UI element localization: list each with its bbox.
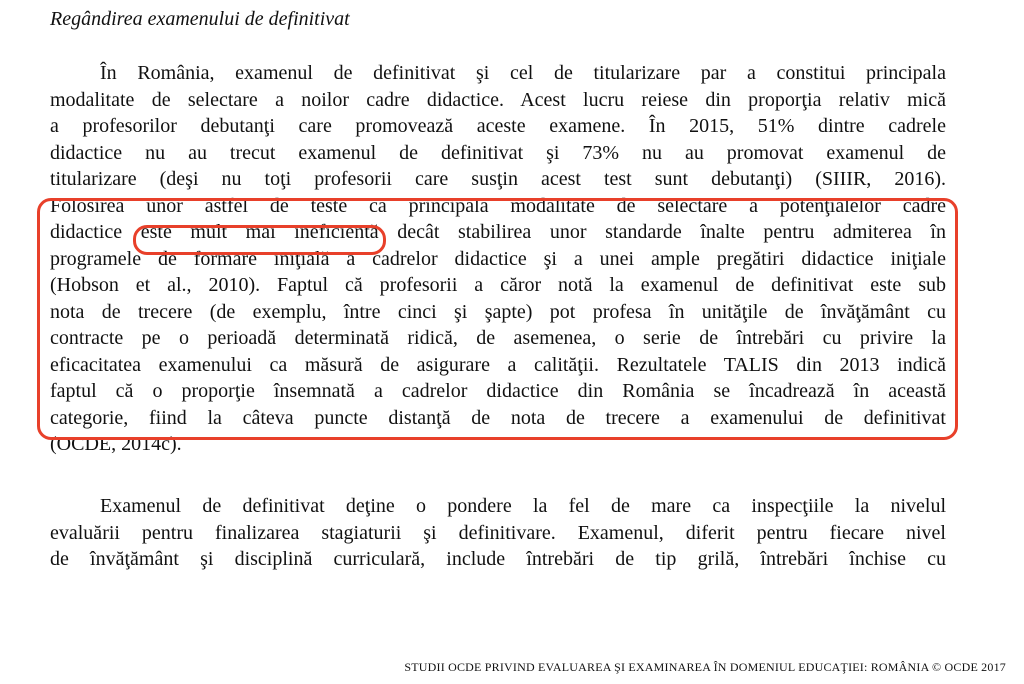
paragraph-line: contracte pe o perioadă determinată ridică, de asemenea, o serie de întrebări cu privire la bbox=[50, 327, 946, 349]
paragraph-line: programele de formare iniţială a cadrelor didactice şi a unei ample pregătiri didactice iniţiale bbox=[50, 247, 946, 270]
paragraph-line: a profesorilor debutanţi care promovează aceste examene. În 2015, 51% dintre cadrele bbox=[50, 115, 946, 137]
paragraph-line: În România, examenul de definitivat şi cel de titularizare par a constitui principala bbox=[100, 62, 946, 84]
paragraph-line: Examenul de definitivat deţine o pondere la fel de mare ca inspecţiile la nivelul bbox=[100, 495, 946, 517]
paragraph-line: didactice este mult mai ineficientă decât stabilirea unor standarde înalte pentru admiterea în bbox=[50, 221, 946, 243]
paragraph-line: modalitate de selectare a noilor cadre didactice. Acest lucru reiese din proporţia relativ mică bbox=[50, 88, 946, 111]
page-footer: STUDII OCDE PRIVIND EVALUAREA ŞI EXAMINAREA ÎN DOMENIUL EDUCAŢIEI: ROMÂNIA © OCDE 2017 bbox=[404, 660, 1006, 674]
paragraph-2 bbox=[50, 493, 946, 573]
paragraph-line: faptul că o proporţie însemnată a cadrelor didactice din România se încadrează în această bbox=[50, 380, 946, 402]
paragraph-line: titularizare (deşi nu toţi profesorii care susţin acest test sunt debutanţi) (SIIIR, 2016). bbox=[50, 168, 946, 190]
paragraph-line: didactice nu au trecut examenul de definitivat şi 73% nu au promovat examenul de bbox=[50, 141, 946, 164]
paragraph-line: nota de trecere (de exemplu, între cinci şi şapte) pot profesa în unităţile de învăţământ cu bbox=[50, 300, 946, 323]
paragraph-line: Folosirea unor astfel de teste ca principala modalitate de selectare a potenţialelor cadre bbox=[50, 194, 946, 217]
paragraph-line: categorie, fiind la câteva puncte distanţă de nota de trecere a examenului de definitivat bbox=[50, 406, 946, 429]
paragraph-line: (OCDE, 2014c). bbox=[50, 433, 182, 455]
paragraph-line: de învăţământ şi disciplină curriculară, include întrebări de tip grilă, întrebări închise cu bbox=[50, 548, 946, 570]
paragraph-line: evaluării pentru finalizarea stagiaturii şi definitivare. Examenul, diferit pentru fiecare nivel bbox=[50, 521, 946, 544]
paragraph-line: eficacitatea examenului ca măsură de asigurare a calităţii. Rezultatele TALIS din 2013 indică bbox=[50, 353, 946, 376]
paragraph-line: (Hobson et al., 2010). Faptul că profesorii a căror notă la examenul de definitivat este sub bbox=[50, 274, 946, 296]
section-heading: Regândirea examenului de definitivat bbox=[50, 8, 350, 30]
paragraph-1 bbox=[50, 60, 946, 458]
